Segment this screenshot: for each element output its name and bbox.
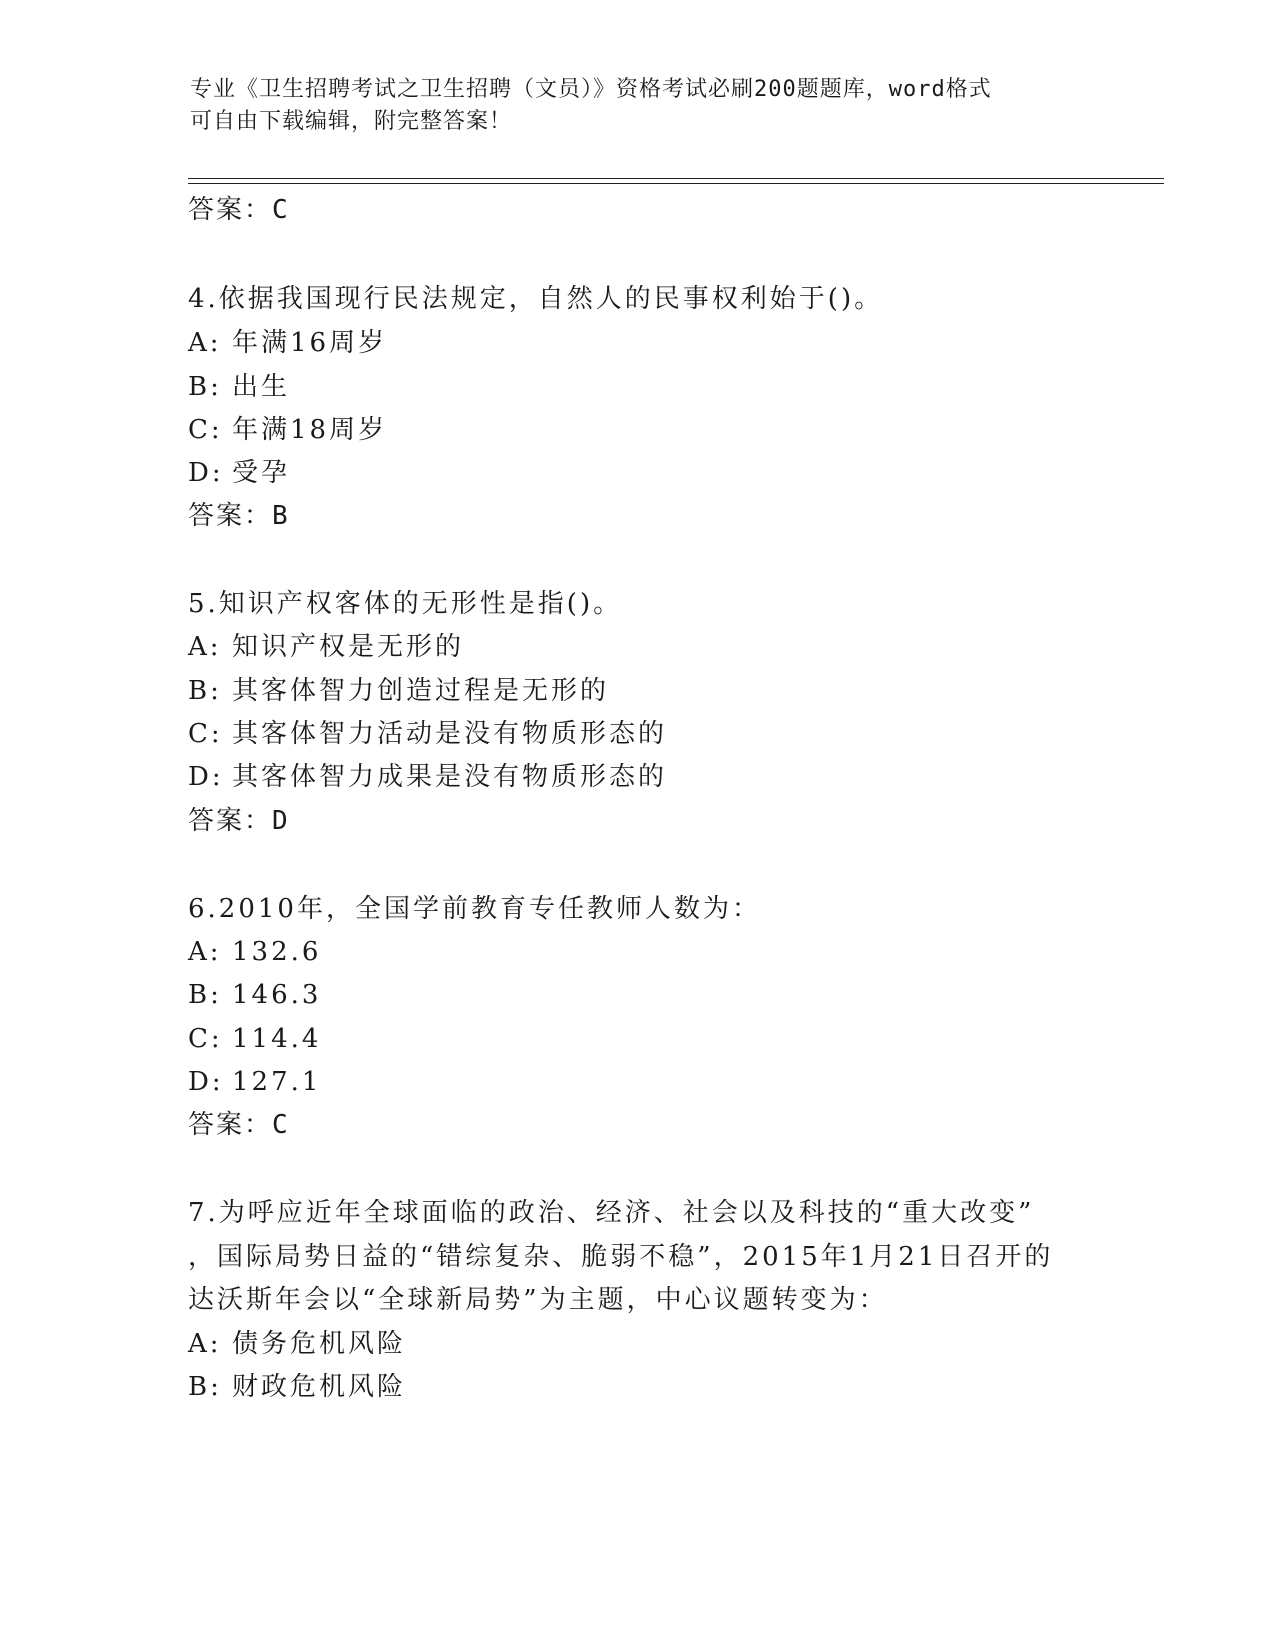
option-text: 其客体智力创造过程是无形的 <box>232 676 610 706</box>
question-5-option-b <box>188 674 609 708</box>
question-7-option-b <box>188 1370 406 1404</box>
option-label: C: <box>188 719 223 749</box>
answer-line-q3 <box>188 193 290 227</box>
question-4-option-c <box>188 413 387 447</box>
question-4-text: 4.依据我国现行民法规定，自然人的民事权利始于()。 <box>188 284 884 314</box>
option-text: 其客体智力活动是没有物质形态的 <box>232 719 668 749</box>
question-7-text-line-3: 达沃斯年会以“全球新局势”为主题，中心议题转变为： <box>188 1285 888 1315</box>
question-5-text: 5.知识产权客体的无形性是指()。 <box>188 589 623 619</box>
header-divider-top <box>188 178 1164 179</box>
answer-label: 答案： <box>188 501 273 531</box>
question-4-option-b <box>188 370 290 404</box>
option-text: 债务危机风险 <box>232 1329 407 1359</box>
option-text: 年满16周岁 <box>232 328 388 358</box>
option-text: 132.6 <box>232 937 322 967</box>
question-6-option-c <box>188 1022 321 1056</box>
option-label: D: <box>188 1067 224 1097</box>
option-label: C: <box>188 1024 223 1054</box>
question-7-option-a <box>188 1327 406 1361</box>
question-4-option-d <box>188 456 290 490</box>
option-label: B: <box>188 372 222 402</box>
answer-label: 答案： <box>188 1110 273 1140</box>
question-6-option-b <box>188 978 321 1012</box>
header-divider-bottom <box>188 183 1164 184</box>
question-6-option-a <box>188 935 321 969</box>
header-line-2: 可自由下载编辑，附完整答案！ <box>190 109 513 134</box>
question-7-text-line-1: 7.为呼应近年全球面临的政治、经济、社会以及科技的“重大改变” <box>188 1198 1035 1228</box>
option-text: 知识产权是无形的 <box>232 632 465 662</box>
answer-value: C <box>272 1110 290 1140</box>
option-text: 受孕 <box>232 458 291 488</box>
answer-label: 答案： <box>188 195 273 225</box>
option-label: B: <box>188 1372 222 1402</box>
question-6-option-d <box>188 1065 321 1099</box>
option-text: 146.3 <box>232 980 322 1010</box>
answer-label: 答案： <box>188 806 273 836</box>
question-4-option-a <box>188 326 387 360</box>
answer-value: B <box>272 501 290 531</box>
option-text: 出生 <box>232 372 291 402</box>
option-label: A: <box>188 632 222 662</box>
option-label: A: <box>188 328 222 358</box>
answer-value: C <box>272 195 290 225</box>
question-7-text-line-2: ，国际局势日益的“错综复杂、脆弱不稳”，2015年1月21日召开的 <box>188 1242 1054 1272</box>
answer-line-q5 <box>188 804 290 838</box>
option-text: 127.1 <box>232 1067 322 1097</box>
option-text: 114.4 <box>232 1024 322 1054</box>
option-text: 年满18周岁 <box>232 415 388 445</box>
option-text: 财政危机风险 <box>232 1372 407 1402</box>
option-label: B: <box>188 676 222 706</box>
option-label: D: <box>188 762 224 792</box>
option-label: A: <box>188 937 222 967</box>
option-label: A: <box>188 1329 222 1359</box>
option-label: B: <box>188 980 222 1010</box>
answer-line-q6 <box>188 1108 290 1142</box>
page-header <box>190 74 1090 138</box>
question-5-option-c <box>188 717 667 751</box>
answer-line-q4 <box>188 499 290 533</box>
question-6-text: 6.2010年，全国学前教育专任教师人数为： <box>188 894 761 924</box>
header-line-1: 专业《卫生招聘考试之卫生招聘（文员）》资格考试必刷200题题库，word格式 <box>190 77 992 102</box>
answer-value: D <box>272 806 290 836</box>
option-text: 其客体智力成果是没有物质形态的 <box>232 762 668 792</box>
question-5-option-d <box>188 760 667 794</box>
question-5-option-a <box>188 630 464 664</box>
option-label: C: <box>188 415 223 445</box>
option-label: D: <box>188 458 224 488</box>
